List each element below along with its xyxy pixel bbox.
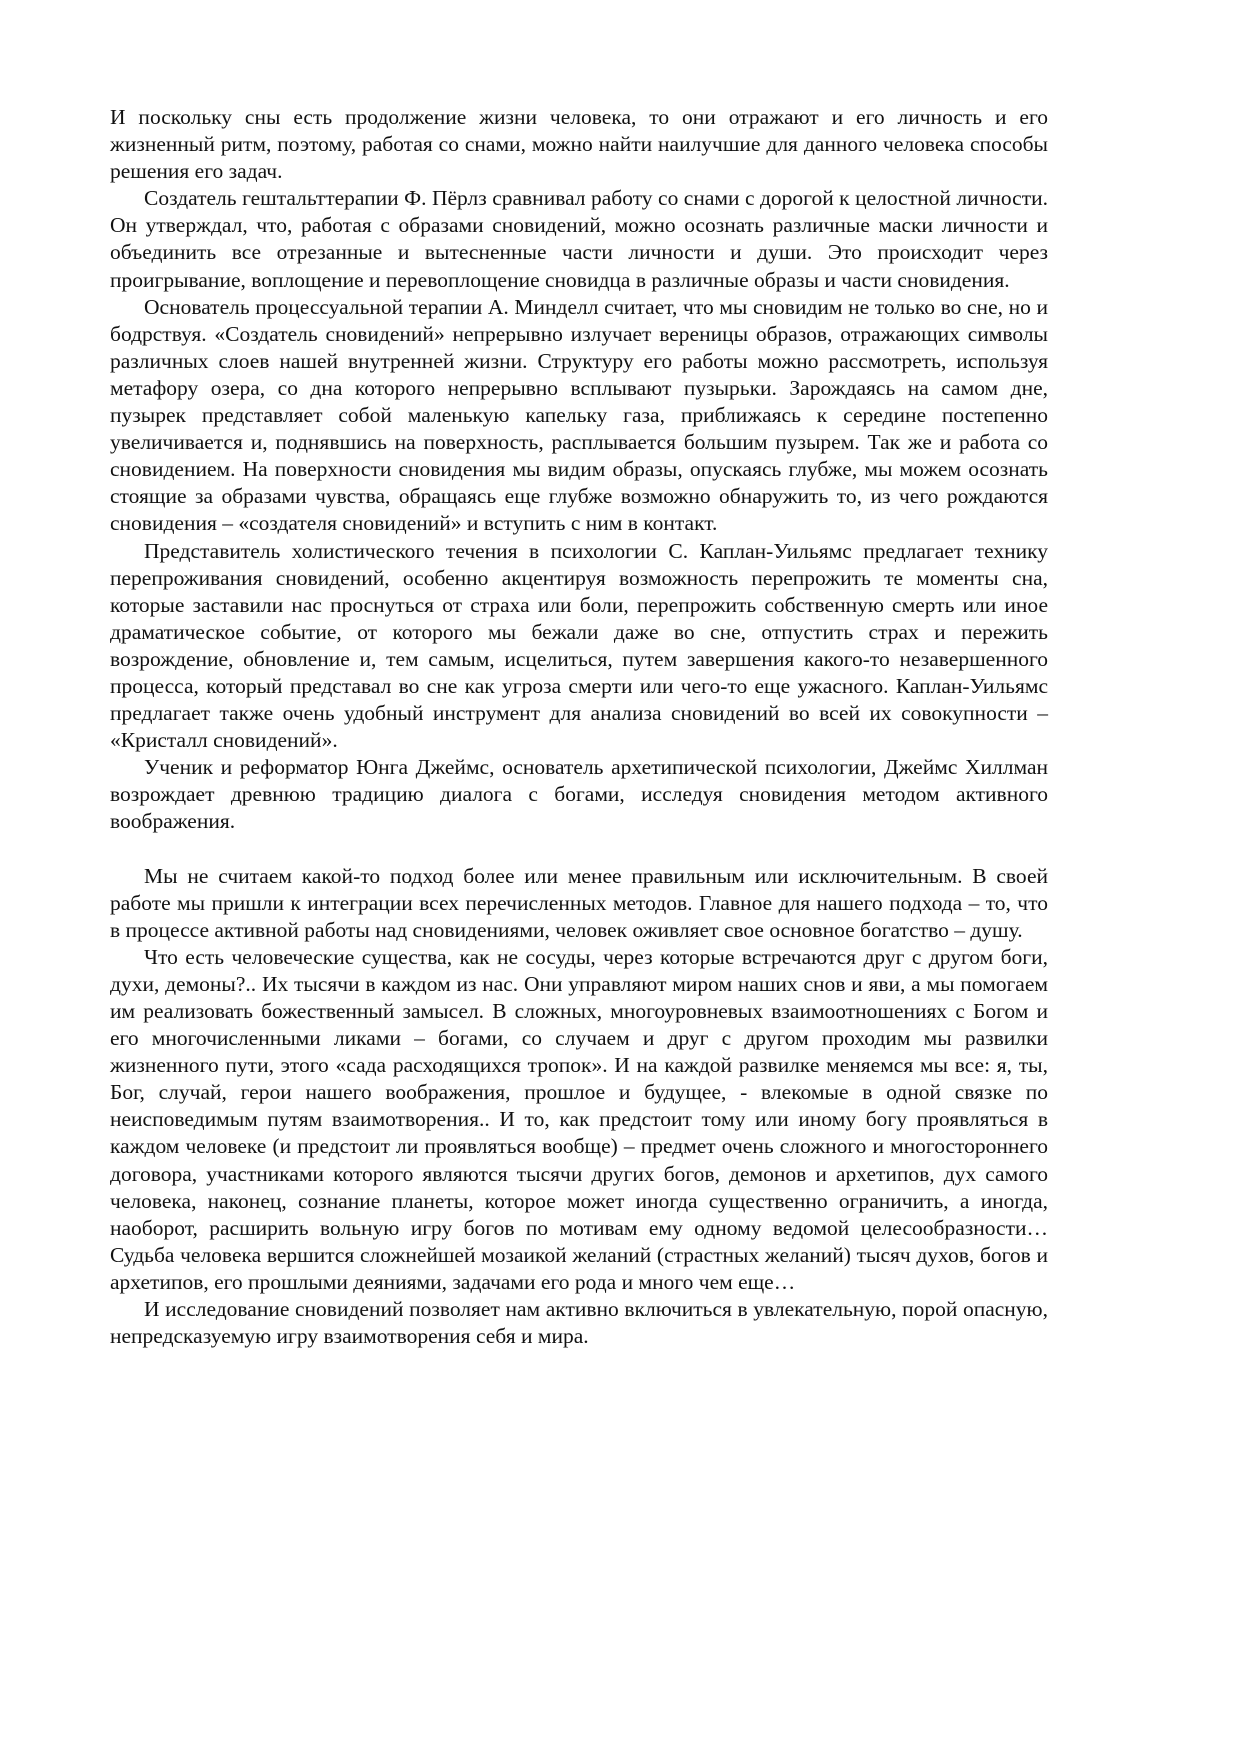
paragraph-perls-gestalt: Создатель гештальттерапии Ф. Пёрлз сравнивал работу со снами с дорогой к целостной личности. Он утверждал, что, работая с образами сновидений, можно осознать различные маски личности и объединить все отрезанные и вытесненные части личности и души. Это происходит через проигрывание, воплощение и перевоплощение сновидца в различные образы и части сновидения.	[110, 186, 1048, 292]
paragraph-dreams-continuation: И поскольку сны есть продолжение жизни человека, то они отражают и его личность и его жизненный ритм, поэтому, работая со снами, можно найти наилучшие для данного человека способы решения его задач.	[110, 105, 1048, 184]
paragraph-mindell-process: Основатель процессуальной терапии А. Минделл считает, что мы сновидим не только во сне, но и бодрствуя. «Создатель сновидений» непрерывно излучает вереницы образов, отражающих символы различных слоев нашей внутренней жизни. Структуру его работы можно рассмотреть, используя метафору озера, со дна которого непрерывно всплывают пузырьки. Зарождаясь на самом дне, пузырек представляет собой маленькую капельку газа, приближаясь к середине постепенно увеличивается и, поднявшись на поверхность, расплывается большим пузырем. Так же и работа со сновидением. На поверхности сновидения мы видим образы, опускаясь глубже, мы можем осознать стоящие за образами чувства, обращаясь еще глубже возможно обнаружить то, из чего рождаются сновидения – «создателя сновидений» и вступить с ним в контакт.	[110, 294, 1048, 536]
paragraph-human-vessels: Что есть человеческие существа, как не сосуды, через которые встречаются друг с другом боги, духи, демоны?.. Их тысячи в каждом из нас. Они управляют миром наших снов и яви, а мы помогаем им реализовать божественный замысел. В сложных, многоуровневых взаимоотношениях с Богом и его многочисленными ликами – богами, со случаем и друг с другом проходим мы развилки жизненного пути, этого «сада расходящихся тропок». И на каждой развилке меняемся мы все: я, ты, Бог, случай, герои нашего воображения, прошлое и будущее, - влекомые в одной связке по неисповедимым путям взаимотворения.. И то, как предстоит тому или иному богу проявляться в каждом человеке (и предстоит ли проявляться вообще) – предмет очень сложного и многостороннего договора, участниками которого являются тысячи других богов, демонов и архетипов, дух самого человека, наконец, сознание планеты, которое может иногда существенно ограничить, а иногда, наоборот, расширить вольную игру богов по мотивам ему одному ведомой целесообразности… Судьба человека вершится сложнейшей мозаикой желаний (страстных желаний) тысяч духов, богов и архетипов, его прошлыми деяниями, задачами его рода и много чем еще…	[110, 944, 1048, 1294]
paragraph-spacer	[110, 836, 1048, 863]
paragraph-hillman: Ученик и реформатор Юнга Джеймс, основатель архетипической психологии, Джеймс Хиллман возрождает древнюю традицию диалога с богами, исследуя сновидения методом активного воображения.	[110, 755, 1048, 834]
paragraph-kaplan-williams: Представитель холистического течения в психологии С. Каплан-Уильямс предлагает технику перепроживания сновидений, особенно акцентируя возможность перепрожить те моменты сна, которые заставили нас проснуться от страха или боли, перепрожить собственную смерть или иное драматическое событие, от которого мы бежали даже во сне, отпустить страх и пережить возрождение, обновление и, тем самым, исцелиться, путем завершения какого-то незавершенного процесса, который представал во сне как угроза смерти или чего-то еще ужасного. Каплан-Уильямс предлагает также очень удобный инструмент для анализа сновидений во всей их совокупности – «Кристалл сновидений».	[110, 538, 1048, 753]
document-page	[110, 104, 1048, 1350]
paragraph-conclusion: И исследование сновидений позволяет нам активно включиться в увлекательную, порой опасную, непредсказуемую игру взаимотворения себя и мира.	[110, 1297, 1048, 1349]
paragraph-integration: Мы не считаем какой-то подход более или менее правильным или исключительным. В своей работе мы пришли к интеграции всех перечисленных методов. Главное для нашего подхода – то, что в процессе активной работы над сновидениями, человек оживляет свое основное богатство – душу.	[110, 863, 1048, 942]
